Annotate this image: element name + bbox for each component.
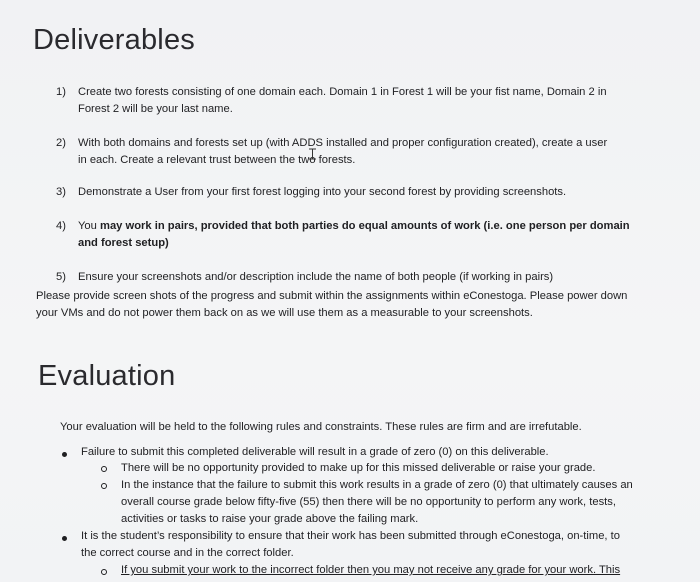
circle-bullet-icon xyxy=(101,466,107,472)
bullet-text: Failure to submit this completed deliverable will result in a grade of zero (0) on this deliverable. xyxy=(81,446,549,458)
text-cursor-icon xyxy=(308,148,317,160)
circle-bullet-icon xyxy=(101,569,107,575)
item-number: 4) xyxy=(56,220,66,232)
item-text-bold: and forest setup) xyxy=(78,237,169,249)
bullet-text: It is the student’s responsibility to ensure that their work has been submitted through eConestoga, on-time, to the correct course and in the correct folder. xyxy=(81,530,620,559)
submission-note: Please provide screen shots of the progress and submit within the assignments within eConestoga. Please power down your VMs and do not power them back on as we will use them as a measurable to your screenshots. xyxy=(36,290,628,319)
item-text: Demonstrate a User from your first forest logging into your second forest by providing screenshots. xyxy=(78,186,567,198)
item-text: Ensure your screenshots and/or description include the name of both people (if working in pairs) xyxy=(78,271,554,283)
item-number: 3) xyxy=(56,186,66,198)
sub-bullet-text: There will be no opportunity provided to make up for this missed deliverable or raise your grade. xyxy=(121,462,596,474)
bullet-icon xyxy=(62,452,67,457)
item-number: 1) xyxy=(56,86,66,98)
sub-bullet-text: If you submit your work to the incorrect folder then you may not receive any grade for your work. This xyxy=(121,564,621,576)
item-number: 2) xyxy=(56,137,66,149)
item-text: Create two forests consisting of one domain each. Domain 1 in Forest 1 will be your fist name, Domain 2 in xyxy=(78,86,607,98)
item-text-bold: may work in pairs, provided that both parties do equal amounts of work (i.e. one person per domain xyxy=(100,220,630,232)
evaluation-intro: Your evaluation will be held to the following rules and constraints. These rules are firm and are irrefutable. xyxy=(60,421,582,433)
evaluation-heading: Evaluation xyxy=(38,360,176,392)
deliverables-heading: Deliverables xyxy=(33,24,195,56)
sub-bullet-text: In the instance that the failure to submit this work results in a grade of zero (0) that ultimately causes an overall course grade below fifty-five (55) then there will be no opportunity to perform any work, tests, activities or tasks to raise your grade above the failing mark. xyxy=(121,479,633,525)
item-text: You xyxy=(78,220,100,232)
bullet-icon xyxy=(62,536,67,541)
item-text: Forest 2 will be your last name. xyxy=(78,103,233,115)
item-text: in each. Create a relevant trust between the two forests. xyxy=(78,154,356,166)
item-text: With both domains and forests set up (with ADDS installed and proper configuration created), create a user xyxy=(78,137,608,149)
circle-bullet-icon xyxy=(101,483,107,489)
item-number: 5) xyxy=(56,271,66,283)
